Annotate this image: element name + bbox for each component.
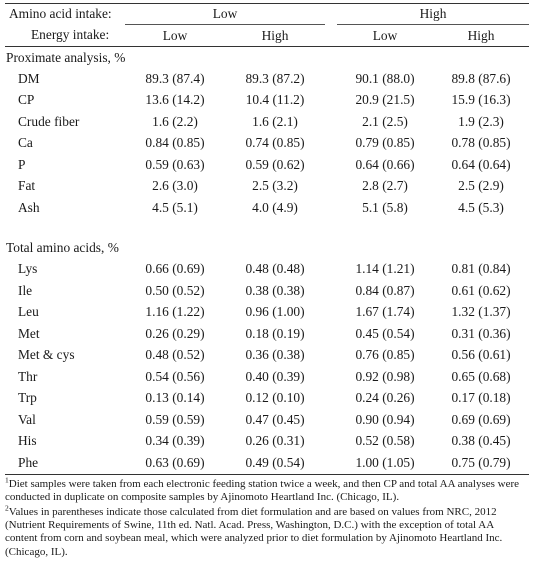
row-label: Lys xyxy=(18,261,38,277)
row-label: Val xyxy=(18,411,36,427)
table-row xyxy=(5,388,529,410)
table-cell: 0.17 (0.18) xyxy=(451,390,511,406)
column-gap xyxy=(325,197,337,219)
table-cell: 0.26 (0.31) xyxy=(245,433,305,449)
row-label: Ash xyxy=(18,199,40,215)
row-label: Ca xyxy=(18,135,33,151)
table-cell: 0.49 (0.54) xyxy=(225,452,325,474)
column-gap xyxy=(325,133,337,155)
table-cell: 0.66 (0.69) xyxy=(145,261,205,277)
table-cell: 4.0 (4.9) xyxy=(252,199,298,215)
table-cell: 1.00 (1.05) xyxy=(337,452,433,474)
table-cell: 0.63 (0.69) xyxy=(125,452,225,474)
table-cell: 90.1 (88.0) xyxy=(355,70,415,86)
column-gap xyxy=(325,409,337,431)
table-cell: 0.79 (0.85) xyxy=(355,135,415,151)
table-cell: 2.5 (2.9) xyxy=(458,178,504,194)
table-cell: 89.8 (87.6) xyxy=(451,70,511,86)
table-row xyxy=(5,259,529,281)
table-cell: 0.84 (0.85) xyxy=(145,135,205,151)
table-cell: 89.3 (87.4) xyxy=(145,70,205,86)
table-cell: 1.32 (1.37) xyxy=(451,304,511,320)
table-cell: 0.38 (0.45) xyxy=(451,433,511,449)
row-label: Trp xyxy=(18,390,37,406)
column-gap xyxy=(325,176,337,198)
table-cell: 0.26 (0.29) xyxy=(145,325,205,341)
table-cell: 0.31 (0.36) xyxy=(451,325,511,341)
table-cell: 5.1 (5.8) xyxy=(362,199,408,215)
section-title: Total amino acids, % xyxy=(6,240,119,255)
footnote-1 xyxy=(5,474,527,504)
table-cell: 0.52 (0.58) xyxy=(355,433,415,449)
group-high-heading: High xyxy=(337,4,529,25)
footnote-2-mark: 2 xyxy=(5,503,9,513)
table-cell: 15.9 (16.3) xyxy=(451,92,511,108)
column-gap xyxy=(325,452,337,474)
table-row xyxy=(5,366,529,388)
table-row xyxy=(5,323,529,345)
table-cell: 1.67 (1.74) xyxy=(355,304,415,320)
table-cell: 0.74 (0.85) xyxy=(245,135,305,151)
subhead-low-low: Low xyxy=(125,25,225,47)
column-gap xyxy=(325,366,337,388)
energy-intake-label: Energy intake: xyxy=(5,25,125,47)
table-row xyxy=(5,111,529,133)
table-cell: 0.96 (1.00) xyxy=(245,304,305,320)
table-row xyxy=(5,68,529,90)
row-label: P xyxy=(18,156,26,172)
column-gap xyxy=(325,302,337,324)
footnote-1-text: Diet samples were taken from each electronic feeding station twice a week, and then CP and total AA analyses were conducted in duplicate on composite samples by Ajinomoto Heartland Inc. (Chicago, IL). xyxy=(5,477,520,503)
table-cell: 1.14 (1.21) xyxy=(355,261,415,277)
table-cell: 0.18 (0.19) xyxy=(245,325,305,341)
table-row xyxy=(5,133,529,155)
table-cell: 0.13 (0.14) xyxy=(145,390,205,406)
table-body xyxy=(5,47,529,475)
table-cell: 0.59 (0.59) xyxy=(145,411,205,427)
table-cell: 0.36 (0.38) xyxy=(245,347,305,363)
table-cell: 0.90 (0.94) xyxy=(355,411,415,427)
table-cell: 0.50 (0.52) xyxy=(145,282,205,298)
table-cell: 2.6 (3.0) xyxy=(152,178,198,194)
row-label: CP xyxy=(18,92,35,108)
subhead-low-high: High xyxy=(225,25,325,47)
table-cell: 0.92 (0.98) xyxy=(355,368,415,384)
row-label: His xyxy=(18,433,37,449)
table-cell: 0.59 (0.63) xyxy=(145,156,205,172)
table-cell: 0.40 (0.39) xyxy=(245,368,305,384)
row-label: Met xyxy=(18,325,40,341)
table-cell: 0.78 (0.85) xyxy=(451,135,511,151)
row-label: Leu xyxy=(18,304,39,320)
table-cell: 2.1 (2.5) xyxy=(362,113,408,129)
column-gap xyxy=(325,345,337,367)
table-row xyxy=(5,345,529,367)
footnote-1-mark: 1 xyxy=(5,474,9,484)
row-label: DM xyxy=(18,70,40,86)
table-cell: 0.48 (0.52) xyxy=(145,347,205,363)
table-cell: 0.76 (0.85) xyxy=(355,347,415,363)
section-title: Proximate analysis, % xyxy=(6,49,126,65)
table-row xyxy=(5,176,529,198)
row-label: Met & cys xyxy=(18,347,75,363)
table-cell: 1.16 (1.22) xyxy=(145,304,205,320)
table-row xyxy=(5,197,529,219)
table-cell: 0.45 (0.54) xyxy=(355,325,415,341)
table-cell: 0.48 (0.48) xyxy=(245,261,305,277)
table-cell: 0.38 (0.38) xyxy=(245,282,305,298)
table-cell: 20.9 (21.5) xyxy=(355,92,415,108)
table-cell: 1.6 (2.1) xyxy=(252,113,298,129)
section-spacer xyxy=(5,219,529,238)
column-gap xyxy=(325,68,337,90)
section-heading-row xyxy=(5,238,529,259)
table-cell: 0.64 (0.64) xyxy=(451,156,511,172)
table-cell: 13.6 (14.2) xyxy=(145,92,205,108)
column-gap xyxy=(325,388,337,410)
column-gap xyxy=(325,431,337,453)
table-cell: 0.61 (0.62) xyxy=(451,282,511,298)
table-cell: 0.69 (0.69) xyxy=(451,411,511,427)
column-gap xyxy=(325,154,337,176)
column-gap xyxy=(325,90,337,112)
column-gap xyxy=(325,280,337,302)
table-cell: 2.8 (2.7) xyxy=(362,178,408,194)
row-label: Crude fiber xyxy=(18,113,80,129)
column-gap xyxy=(325,259,337,281)
row-label: Fat xyxy=(18,178,36,194)
table-row xyxy=(5,452,529,474)
row-label: Thr xyxy=(18,368,38,384)
table-row xyxy=(5,302,529,324)
table-cell: 89.3 (87.2) xyxy=(245,70,305,86)
table-cell: 10.4 (11.2) xyxy=(245,92,305,108)
table-cell: 0.56 (0.61) xyxy=(451,347,511,363)
table-row xyxy=(5,280,529,302)
table-cell: 1.9 (2.3) xyxy=(458,113,504,129)
table-cell: 0.47 (0.45) xyxy=(245,411,305,427)
amino-acid-intake-label: Amino acid intake: xyxy=(5,4,125,25)
table-row xyxy=(5,431,529,453)
table-cell: 0.59 (0.62) xyxy=(245,156,305,172)
table-cell: 0.84 (0.87) xyxy=(355,282,415,298)
table-cell: 0.81 (0.84) xyxy=(451,261,511,277)
table-row xyxy=(5,409,529,431)
section-heading-row xyxy=(5,47,529,69)
header-row-amino-acid-intake xyxy=(5,4,529,25)
column-gap xyxy=(325,323,337,345)
table-cell: 0.34 (0.39) xyxy=(145,433,205,449)
table-cell: 0.12 (0.10) xyxy=(245,390,305,406)
footnotes xyxy=(5,474,527,559)
table-cell: 4.5 (5.1) xyxy=(152,199,198,215)
diet-composition-table xyxy=(5,3,529,475)
footnote-2 xyxy=(5,503,527,559)
row-label: Phe xyxy=(5,452,125,474)
table-cell: 0.54 (0.56) xyxy=(145,368,205,384)
group-low-heading: Low xyxy=(125,4,325,25)
subhead-high-low: Low xyxy=(337,25,433,47)
table-row xyxy=(5,154,529,176)
table-row xyxy=(5,90,529,112)
table-cell: 4.5 (5.3) xyxy=(458,199,504,215)
table-cell: 0.64 (0.66) xyxy=(355,156,415,172)
table-cell: 0.24 (0.26) xyxy=(355,390,415,406)
table-cell: 0.75 (0.79) xyxy=(433,452,529,474)
table-cell: 2.5 (3.2) xyxy=(252,178,298,194)
header-row-energy-intake xyxy=(5,25,529,47)
footnote-2-text: Values in parentheses indicate those calculated from diet formulation and are based on values from NRC, 2012 (Nutrient Requirements of Swine, 11th ed. Natl. Acad. Press, Washington, D.C.) with the exception of total AA content from corn and soybean meal, which were analyzed prior to diet formulation by Ajinomoto Heartland Inc. (Chicago, IL). xyxy=(5,505,503,558)
table-cell: 0.65 (0.68) xyxy=(451,368,511,384)
subhead-high-high: High xyxy=(433,25,529,47)
row-label: Ile xyxy=(18,282,33,298)
column-gap xyxy=(325,111,337,133)
table-cell: 1.6 (2.2) xyxy=(152,113,198,129)
